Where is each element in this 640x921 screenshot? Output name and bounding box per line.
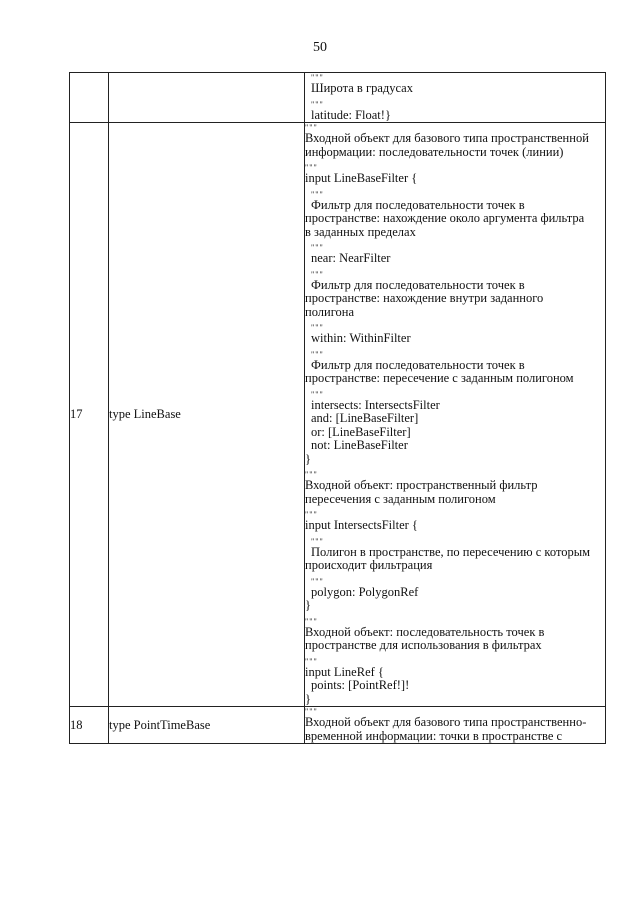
code-line: пространстве: нахождение внутри заданного bbox=[305, 291, 544, 305]
schema-definition bbox=[305, 123, 606, 707]
code-line: polygon: PolygonRef bbox=[311, 584, 419, 599]
docstring-delimiter: """ bbox=[305, 656, 318, 666]
code-line: происходит фильтрация bbox=[305, 558, 433, 572]
spec-table-body bbox=[70, 73, 606, 744]
code-line: near: NearFilter bbox=[311, 251, 391, 265]
code-line: полигона bbox=[305, 304, 355, 319]
docstring-delimiter: """ bbox=[305, 707, 318, 716]
code-line: within: WithinFilter bbox=[311, 331, 411, 345]
table-row bbox=[70, 123, 606, 707]
type-name: type LineBase bbox=[109, 123, 305, 707]
docstring-delimiter: """ bbox=[311, 243, 324, 252]
docstring-delimiter: """ bbox=[305, 616, 318, 626]
spec-table bbox=[69, 72, 606, 744]
schema-definition bbox=[305, 707, 606, 744]
docstring-delimiter: """ bbox=[305, 123, 318, 132]
docstring-delimiter: """ bbox=[311, 536, 324, 546]
code-line: Входной объект: пространственный фильтр bbox=[305, 478, 538, 492]
schema-definition bbox=[305, 73, 606, 123]
code-line: Входной объект для базового типа пространственно- bbox=[305, 715, 587, 729]
code-line: or: [LineBaseFilter] bbox=[311, 424, 411, 439]
docstring-delimiter: """ bbox=[305, 470, 318, 479]
code-line: в заданных пределах bbox=[305, 224, 416, 239]
code-line: not: LineBaseFilter bbox=[311, 438, 408, 452]
docstring-delimiter: """ bbox=[311, 323, 324, 332]
code-line: пространстве: нахождение около аргумента фильтра bbox=[305, 211, 585, 225]
code-line: input IntersectsFilter { bbox=[305, 518, 418, 532]
docstring-delimiter: """ bbox=[305, 163, 318, 172]
page-number: 50 bbox=[313, 40, 327, 55]
table-row bbox=[70, 707, 606, 744]
code-line: пространстве для использования в фильтрах bbox=[305, 638, 542, 652]
code-line: latitude: Float!} bbox=[311, 107, 391, 122]
row-number: 18 bbox=[70, 707, 109, 744]
docstring-delimiter: """ bbox=[311, 73, 324, 82]
docstring-delimiter: """ bbox=[311, 269, 324, 279]
code-line: Фильтр для последовательности точек в bbox=[311, 277, 525, 292]
code-line: Широта в градусах bbox=[311, 81, 413, 95]
code-line: Полигон в пространстве, по пересечению с которым bbox=[311, 544, 591, 559]
code-line: пространстве: пересечение с заданным полигоном bbox=[305, 371, 574, 385]
code-line: Фильтр для последовательности точек в bbox=[311, 357, 525, 372]
row-number: 17 bbox=[70, 123, 109, 707]
type-name bbox=[109, 73, 305, 123]
docstring-delimiter: """ bbox=[305, 510, 318, 519]
code-line: input LineRef { bbox=[305, 664, 384, 679]
code-line: } bbox=[305, 451, 311, 466]
type-name: type PointTimeBase bbox=[109, 707, 305, 744]
code-line: Входной объект: последовательность точек в bbox=[305, 624, 545, 639]
docstring-delimiter: """ bbox=[311, 576, 324, 586]
code-line: Входной объект для базового типа пространственной bbox=[305, 131, 589, 145]
code-line: and: [LineBaseFilter] bbox=[311, 411, 419, 425]
row-number bbox=[70, 73, 109, 123]
code-line: points: [PointRef!]! bbox=[311, 678, 410, 692]
docstring-delimiter: """ bbox=[311, 349, 324, 359]
code-line: intersects: IntersectsFilter bbox=[311, 397, 440, 412]
code-line: информации: последовательности точек (линии) bbox=[305, 144, 564, 159]
code-line: } bbox=[305, 691, 311, 706]
code-line: пересечения с заданным полигоном bbox=[305, 491, 496, 506]
docstring-delimiter: """ bbox=[311, 99, 324, 109]
table-row bbox=[70, 73, 606, 123]
docstring-delimiter: """ bbox=[311, 389, 324, 399]
docstring-delimiter: """ bbox=[311, 189, 324, 199]
code-line: Фильтр для последовательности точек в bbox=[311, 197, 525, 212]
code-line: } bbox=[305, 598, 311, 612]
code-line: input LineBaseFilter { bbox=[305, 171, 418, 185]
code-line: временной информации: точки в пространстве с bbox=[305, 728, 563, 743]
